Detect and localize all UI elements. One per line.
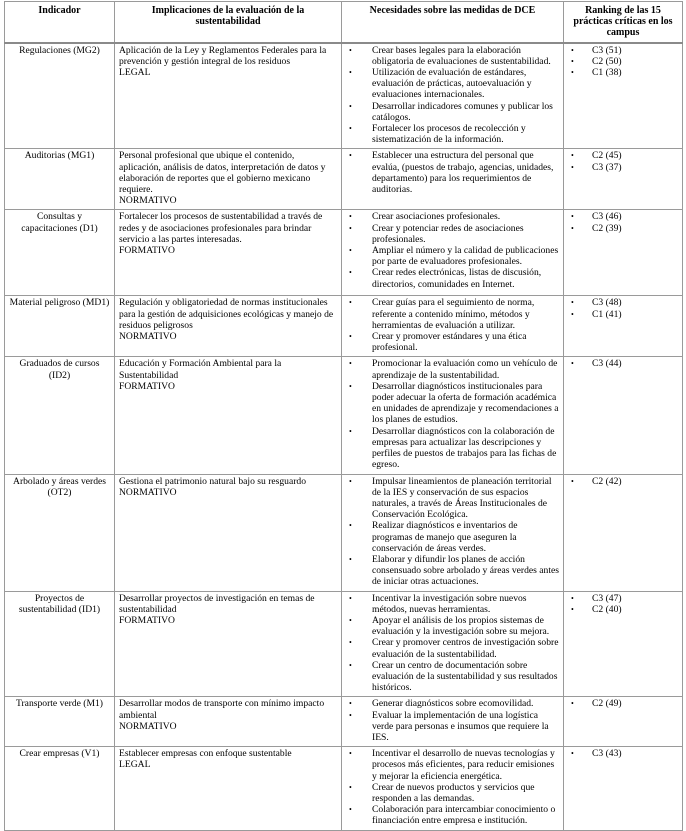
necesidades-cell	[342, 210, 564, 296]
necesidades-list	[346, 593, 559, 694]
categoria-label: LEGAL	[119, 67, 151, 79]
necesidad-item: • Realizar diagnósticos e inventarios de programas de manejo que aseguren la conservación de áreas verdes.	[346, 520, 559, 554]
implicacion-text: Fortalecer los procesos de sustentabilidad a través de redes y de asociaciones profesionales para brindar servicio a las partes interesadas.	[119, 211, 323, 245]
ranking-cell	[564, 591, 683, 697]
ranking-item: • C3 (43)	[568, 748, 678, 759]
table-row	[5, 697, 683, 747]
implicacion-cell	[115, 474, 342, 591]
ranking-item: • C3 (48)	[568, 297, 678, 308]
necesidades-list	[346, 358, 559, 470]
ranking-item: • C3 (51)	[568, 45, 678, 56]
ranking-list	[568, 297, 678, 319]
implicacion-cell	[115, 591, 342, 697]
categoria-label: FORMATIVO	[119, 380, 175, 392]
table-row	[5, 747, 683, 830]
categoria-label: NORMATIVO	[119, 720, 177, 732]
necesidad-item: • Crear asociaciones profesionales.	[346, 211, 559, 222]
necesidad-item: • Incentivar el desarrollo de nuevas tecnologías y procesos más eficientes, para reducir emisiones y mejorar la eficiencia energética.	[346, 748, 559, 782]
necesidad-item: • Colaboración para intercambiar conocimiento o financiación entre empresa e institución.	[346, 804, 559, 826]
indicador-cell: Material peligroso (MD1)	[5, 296, 115, 357]
necesidades-cell	[342, 43, 564, 149]
necesidad-item: • Crear y promover estándares y una ética profesional.	[346, 331, 559, 353]
necesidad-item: • Impulsar lineamientos de planeación territorial de la IES y conservación de sus espacios naturales, a través de Áreas Institucionales de Conservación Ecológica.	[346, 476, 559, 521]
implicacion-text: Regulación y obligatoriedad de normas institucionales para la gestión de adquisiciones ecológicas y manejo de residuos peligrosos	[119, 297, 334, 331]
implicacion-text: Gestiona el patrimonio natural bajo su resguardo	[119, 475, 307, 487]
ranking-cell	[564, 43, 683, 149]
necesidades-list	[346, 698, 559, 743]
necesidades-list	[346, 476, 559, 588]
ranking-list	[568, 476, 678, 487]
necesidades-cell	[342, 149, 564, 210]
sustainability-table	[4, 1, 683, 831]
ranking-item: • C3 (46)	[568, 211, 678, 222]
table-row	[5, 591, 683, 697]
header-ranking: Ranking de las 15 prácticas críticas en los campus	[564, 2, 683, 43]
indicador-cell: Proyectos de sustentabilidad (ID1)	[5, 591, 115, 697]
necesidad-item: • Desarrollar indicadores comunes y publicar los catálogos.	[346, 101, 559, 123]
categoria-label: NORMATIVO	[119, 331, 177, 343]
ranking-item: • C2 (45)	[568, 150, 678, 161]
necesidad-item: • Utilización de evaluación de estándares, evaluación de prácticas, autoevaluación y evaluaciones internacionales.	[346, 67, 559, 101]
implicacion-text: Desarrollar modos de transporte con mínimo impacto ambiental	[119, 698, 325, 721]
necesidad-item: • Crear redes electrónicas, listas de discusión, directorios, comunidades en Internet.	[346, 267, 559, 289]
necesidades-cell	[342, 296, 564, 357]
table-row	[5, 357, 683, 474]
necesidad-item: • Crear bases legales para la elaboración obligatoria de evaluaciones de sustentabilidad.	[346, 45, 559, 67]
table-body	[5, 43, 683, 830]
ranking-list	[568, 698, 678, 709]
ranking-item: • C1 (41)	[568, 309, 678, 320]
necesidades-list	[346, 45, 559, 146]
implicacion-text: Establecer empresas con enfoque sustentable	[119, 748, 292, 760]
table-row	[5, 149, 683, 210]
ranking-cell	[564, 296, 683, 357]
ranking-item: • C1 (38)	[568, 67, 678, 78]
ranking-cell	[564, 697, 683, 747]
necesidad-item: • Desarrollar diagnósticos institucionales para poder adecuar la oferta de formación académica en unidades de aprendizaje y recomendaciones a los planes de estudios.	[346, 381, 559, 426]
ranking-cell	[564, 474, 683, 591]
header-row	[5, 2, 683, 43]
ranking-cell	[564, 149, 683, 210]
necesidades-list	[346, 211, 559, 289]
header-necesidades: Necesidades sobre las medidas de DCE	[342, 2, 564, 43]
necesidad-item: • Evaluar la implementación de una logística verde para personas e insumos que requiere la IES.	[346, 710, 559, 744]
necesidad-item: • Generar diagnósticos sobre ecomovilidad.	[346, 698, 559, 709]
indicador-cell: Consultas y capacitaciones (D1)	[5, 210, 115, 296]
necesidad-item: • Promocionar la evaluación como un vehículo de aprendizaje de la sustentabilidad.	[346, 358, 559, 380]
implicacion-cell	[115, 43, 342, 149]
ranking-item: • C2 (42)	[568, 476, 678, 487]
implicacion-cell	[115, 296, 342, 357]
implicacion-text: Desarrollar proyectos de investigación en temas de sustentabilidad	[119, 592, 315, 615]
categoria-label: NORMATIVO	[119, 486, 177, 498]
header-indicador: Indicador	[5, 2, 115, 43]
indicador-cell: Crear empresas (V1)	[5, 747, 115, 830]
ranking-item: • C3 (37)	[568, 162, 678, 173]
indicador-cell: Arbolado y áreas verdes (OT2)	[5, 474, 115, 591]
ranking-cell	[564, 357, 683, 474]
necesidad-item: • Fortalecer los procesos de recolección y sistematización de la información.	[346, 123, 559, 145]
necesidades-list	[346, 150, 559, 195]
necesidades-cell	[342, 697, 564, 747]
necesidades-list	[346, 297, 559, 353]
ranking-cell	[564, 747, 683, 830]
ranking-item: • C2 (39)	[568, 223, 678, 234]
necesidad-item: • Crear de nuevos productos y servicios que responden a las demandas.	[346, 782, 559, 804]
ranking-item: • C3 (47)	[568, 593, 678, 604]
necesidad-item: • Crear y promover centros de investigación sobre evaluación de la sustentabilidad.	[346, 637, 559, 659]
ranking-item: • C2 (50)	[568, 56, 678, 67]
ranking-list	[568, 45, 678, 79]
necesidad-item: • Crear y potenciar redes de asociaciones profesionales.	[346, 223, 559, 245]
implicacion-text: Aplicación de la Ley y Reglamentos Federales para la prevención y gestión integral de los residuos	[119, 44, 327, 67]
necesidad-item: • Establecer una estructura del personal que evalúa, (puestos de trabajo, agencias, unidades, departamento) para los requerimientos de auditorias.	[346, 150, 559, 195]
ranking-list	[568, 211, 678, 233]
categoria-label: FORMATIVO	[119, 614, 175, 626]
necesidades-list	[346, 748, 559, 826]
header-implicaciones: Implicaciones de la evaluación de la sustentabilidad	[115, 2, 342, 43]
implicacion-cell	[115, 149, 342, 210]
necesidades-cell	[342, 591, 564, 697]
table-row	[5, 296, 683, 357]
implicacion-cell	[115, 357, 342, 474]
necesidades-cell	[342, 747, 564, 830]
categoria-label: LEGAL	[119, 759, 151, 771]
implicacion-cell	[115, 747, 342, 830]
ranking-item: • C2 (40)	[568, 604, 678, 615]
implicacion-text: Educación y Formación Ambiental para la Sustentabilidad	[119, 358, 282, 381]
table-row	[5, 210, 683, 296]
implicacion-cell	[115, 697, 342, 747]
implicacion-cell	[115, 210, 342, 296]
indicador-cell: Auditorias (MG1)	[5, 149, 115, 210]
necesidad-item: • Crear un centro de documentación sobre evaluación de la sustentabilidad y sus resultados históricos.	[346, 660, 559, 694]
ranking-item: • C2 (49)	[568, 698, 678, 709]
table-row	[5, 474, 683, 591]
ranking-list	[568, 150, 678, 172]
necesidad-item: • Incentivar la investigación sobre nuevos métodos, nuevas herramientas.	[346, 593, 559, 615]
ranking-list	[568, 748, 678, 759]
indicador-cell: Graduados de cursos (ID2)	[5, 357, 115, 474]
necesidad-item: • Crear guías para el seguimiento de norma, referente a contenido mínimo, métodos y herramientas de evaluación a utilizar.	[346, 297, 559, 331]
necesidad-item: • Desarrollar diagnósticos con la colaboración de empresas para actualizar las descripciones y perfiles de puestos de trabajos para las fichas de egreso.	[346, 426, 559, 471]
ranking-list	[568, 593, 678, 615]
ranking-list	[568, 358, 678, 369]
categoria-label: FORMATIVO	[119, 245, 175, 257]
categoria-label: NORMATIVO	[119, 195, 177, 207]
necesidad-item: • Elaborar y difundir los planes de acción consensuado sobre arbolado y áreas verdes antes de iniciar otras actuaciones.	[346, 554, 559, 588]
necesidades-cell	[342, 474, 564, 591]
implicacion-text: Personal profesional que ubique el contenido, aplicación, análisis de datos, interpretación de datos y elaboración de reportes que el gobierno mexicano requiere.	[119, 150, 326, 196]
indicador-cell: Transporte verde (M1)	[5, 697, 115, 747]
indicador-cell: Regulaciones (MG2)	[5, 43, 115, 149]
table-row	[5, 43, 683, 149]
necesidad-item: • Apoyar el análisis de los propios sistemas de evaluación y la investigación sobre su mejora.	[346, 615, 559, 637]
ranking-item: • C3 (44)	[568, 358, 678, 369]
necesidades-cell	[342, 357, 564, 474]
necesidad-item: • Ampliar el número y la calidad de publicaciones por parte de evaluadores profesionales.	[346, 245, 559, 267]
ranking-cell	[564, 210, 683, 296]
